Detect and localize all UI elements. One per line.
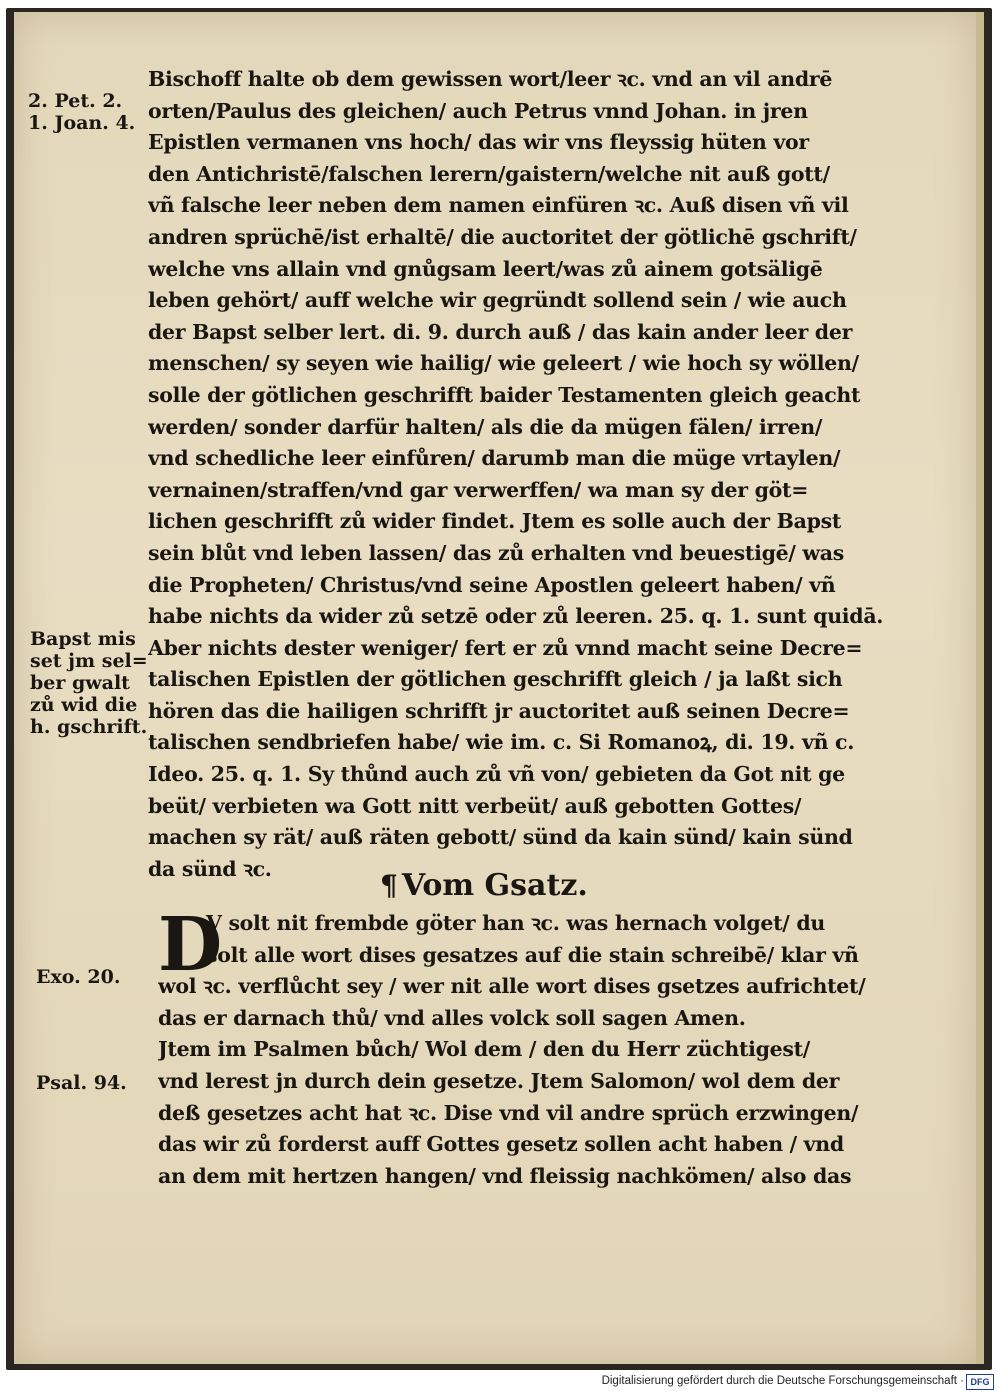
margin-note-line: set jm sel=: [30, 650, 148, 672]
text-line: Bischoff halte ob dem gewissen wort/leer ꝛc. vnd an vil andrē: [148, 67, 833, 91]
margin-note-line: zů wid die: [30, 694, 138, 716]
text-line: hören das die hailigen schrifft jr auctoritet auß seinen Decre=: [148, 698, 850, 723]
text-line: welche vns allain vnd gnůgsam leert/was zů ainem gotsäligē: [148, 256, 823, 281]
text-line: sein blůt vnd leben lassen/ das zů erhalten vnd beuestigē/ was: [148, 540, 844, 565]
text-line: den Antichristē/falschen lerern/gaistern/welche nit auß gott/: [148, 161, 830, 186]
funding-credit: Digitalisierung gefördert durch die Deutsche Forschungsgemeinschaft ·: [601, 1375, 964, 1387]
margin-note-pet: [28, 90, 135, 134]
margin-note-line: 1. Joan. 4.: [28, 112, 136, 134]
text-line: das er darnach thů/ vnd alles volck soll sagen Amen.: [158, 1005, 746, 1030]
text-line: V solt nit frembde göter han ꝛc. was hernach volget/ du: [206, 911, 825, 935]
margin-note-bapst: [30, 628, 148, 738]
drop-capital: D: [158, 902, 222, 988]
section-heading: [380, 868, 588, 903]
text-line: vernainen/straffen/vnd gar verwerffen/ wa man sy der göt=: [148, 477, 809, 502]
text-line: beüt/ verbieten wa Gott nitt verbeüt/ auß gebotten Gottes/: [148, 793, 802, 818]
text-line: orten/Paulus des gleichen/ auch Petrus vnnd Johan. in jren: [148, 98, 808, 123]
margin-note-line: h. gschrift.: [30, 716, 148, 738]
text-line: deß gesetzes acht hat ꝛc. Dise vnd vil andre sprüch erzwingen/: [158, 1100, 859, 1125]
text-line: Aber nichts dester weniger/ fert er zů vnnd macht seine Decre=: [148, 635, 863, 660]
margin-note-psalm: Psal. 94.: [36, 1072, 127, 1094]
text-line: talischen Epistlen der götlichen geschrifft gleich / ja laßt sich: [148, 667, 843, 692]
text-line: die Propheten/ Christus/vnd seine Apostlen geleert haben/ vñ: [148, 572, 836, 597]
text-line: solle der götlichen geschrifft baider Testamenten gleich geacht: [148, 382, 861, 407]
text-line: lichen geschrifft zů wider findet. Jtem es solle auch der Bapst: [148, 509, 842, 534]
text-line: der Bapst selber lert. di. 9. durch auß / das kain ander leer der: [148, 319, 853, 344]
text-line: Ideo. 25. q. 1. Sy thůnd auch zů vñ von/ gebieten da Got nit ge: [148, 762, 845, 787]
text-line: da sünd ꝛc.: [148, 856, 272, 881]
text-line: talischen sendbriefen habe/ wie im. c. Si Romanoꝝ, di. 19. vñ c.: [148, 730, 855, 755]
text-line: das wir zů forderst auff Gottes gesetz sollen acht haben / vnd: [158, 1132, 844, 1157]
text-line: Jtem im Psalmen bůch/ Wol dem / den du Herr züchtigest/: [158, 1037, 810, 1062]
text-line: wol ꝛc. verflůcht sey / wer nit alle wort dises gsetzes aufrichtet/: [158, 974, 866, 999]
law-section-text: [158, 902, 888, 1192]
text-line: vnd schedliche leer einfůren/ darumb man die müge vrtaylen/: [148, 446, 841, 471]
dfg-logo: DFG: [966, 1374, 994, 1390]
text-line: leben gehört/ auff welche wir gegründt sollend sein / wie auch: [148, 288, 847, 313]
margin-note-line: ber gwalt: [30, 672, 130, 694]
text-line: vnd lerest jn durch dein gesetze. Jtem Salomon/ wol dem der: [158, 1068, 840, 1093]
margin-note-line: Bapst mis: [30, 628, 136, 650]
margin-note-exodus: Exo. 20.: [36, 966, 121, 988]
pilcrow-icon: ¶: [380, 869, 398, 902]
text-line: vñ falsche leer neben dem namen einfüren ꝛc. Auß disen vñ vil: [148, 193, 849, 218]
text-line: menschen/ sy seyen wie hailig/ wie geleert / wie hoch sy wöllen/: [148, 351, 859, 376]
text-line: an dem mit hertzen hangen/ vnd fleissig nachkömen/ also das: [158, 1163, 852, 1188]
text-line: habe nichts da wider zů setzē oder zů leeren. 25. q. 1. sunt quidā.: [148, 604, 884, 629]
margin-note-line: 2. Pet. 2.: [28, 90, 123, 112]
main-text-block: [148, 64, 888, 885]
heading-text: Vom Gsatz.: [401, 868, 588, 903]
text-line: werden/ sonder darfür halten/ als die da mügen fälen/ irren/: [148, 414, 823, 439]
text-line: machen sy rät/ auß räten gebott/ sünd da kain sünd/ kain sünd: [148, 825, 853, 850]
text-line: andren sprüchē/ist erhaltē/ die auctoritet der götlichē gschrift/: [148, 224, 857, 249]
text-line: solt alle wort dises gesatzes auf die stain schreibē/ klar vñ: [206, 942, 859, 967]
text-line: Epistlen vermanen vns hoch/ das wir vns fleyssig hüten vor: [148, 130, 809, 155]
